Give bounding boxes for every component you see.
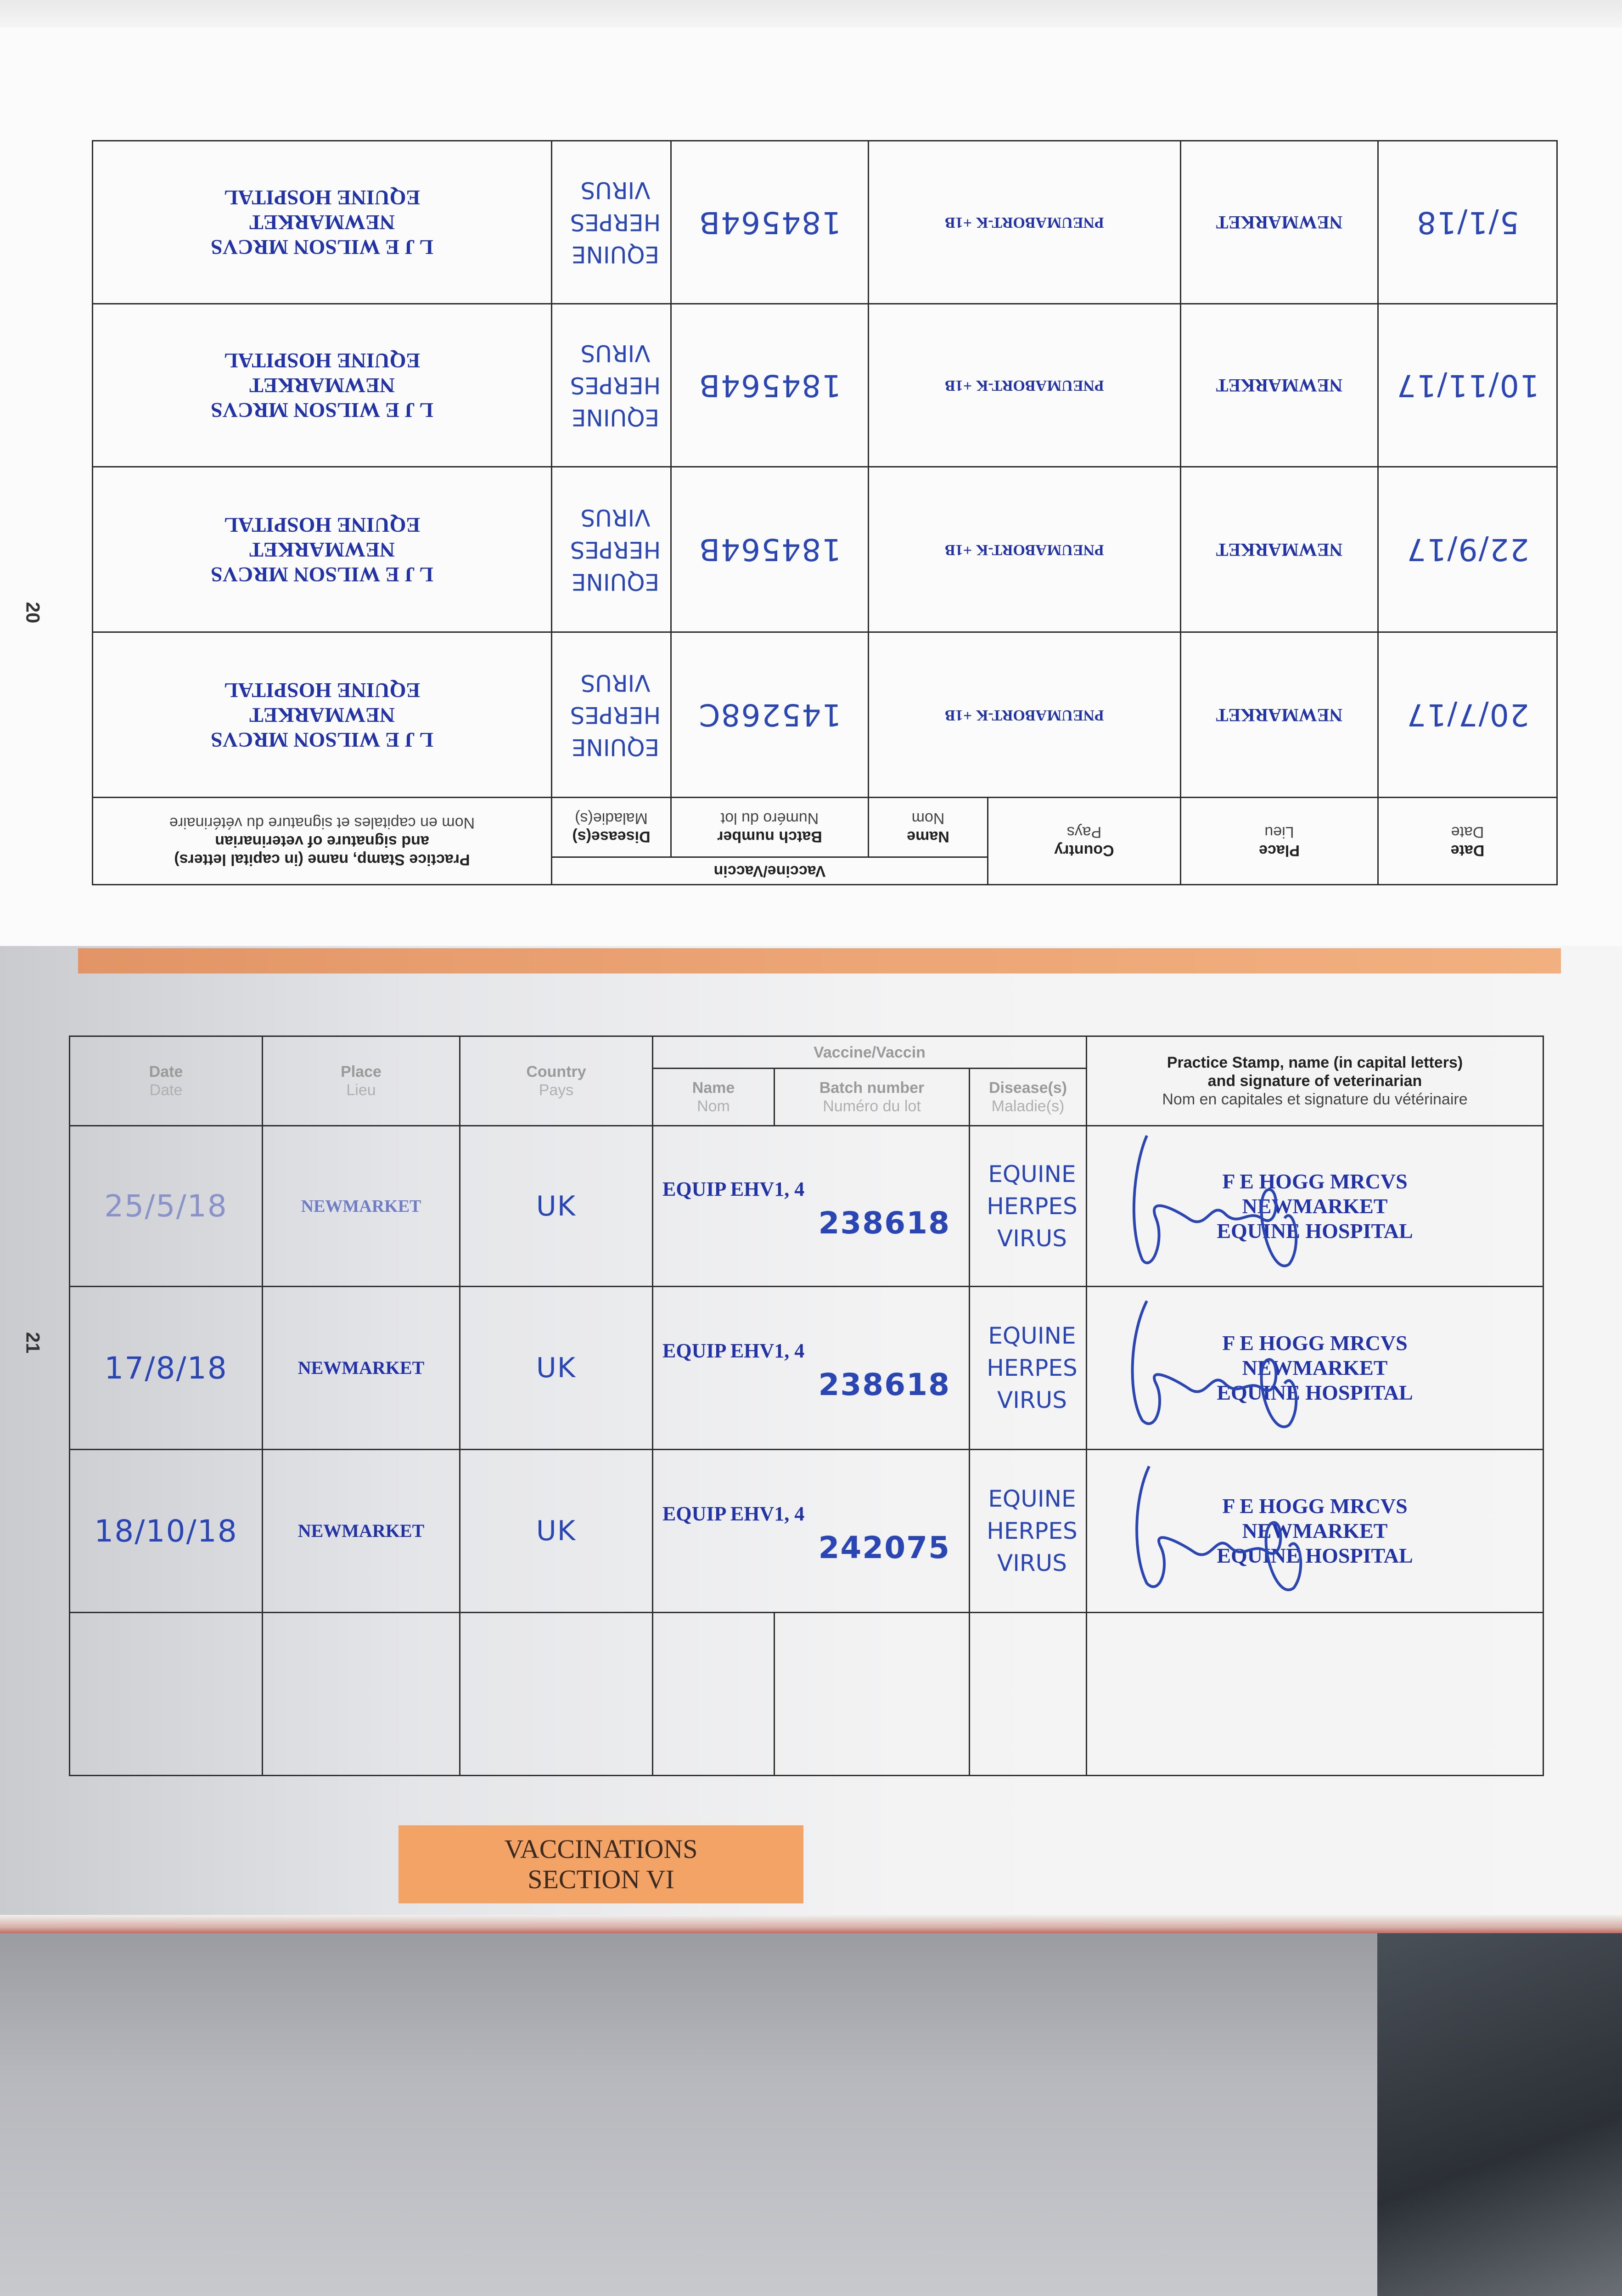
date: 5/1/18 [1416,204,1519,240]
disease-line: HERPES [570,372,661,399]
vaccine-name: PNEUMABORT-K +1B [945,377,1104,394]
veterinarian-signature [1115,1455,1344,1606]
stamp-line: EQUINE HOSPITAL [1217,1381,1413,1404]
table-row [93,141,1557,304]
stamp-line: L J E WILSON MRCVS [211,399,433,422]
veterinarian-signature [1110,1292,1340,1443]
disease-line: VIRUS [580,669,651,696]
stamp-line: L J E WILSON MRCVS [211,563,433,586]
vaccine-name: PNEUMABORT-K +1B [945,541,1104,558]
vaccine-name: PNEUMABORT-K +1B [945,214,1104,231]
table-subheader-row: Name Nom Batch number Numéro du lot Disease(s) Maladie(s) [70,1069,1543,1126]
stamp-line: NEWMARKET [1242,1194,1388,1218]
stamp-line: L J E WILSON MRCVS [211,236,433,259]
table-row [93,467,1557,632]
place: NEWMARKET [263,1450,460,1613]
place: NEWMARKET [1216,539,1343,560]
place: NEWMARKET [1216,704,1343,726]
date: 20/7/17 [1406,697,1529,732]
batch-number: 238618 [818,1367,950,1402]
disease-line: VIRUS [997,1550,1067,1576]
batch-number: 184564B [698,532,842,567]
stamp-line: EQUINE HOSPITAL [224,678,421,702]
stamp-line: F E HOGG MRCVS [1222,1331,1408,1355]
place: NEWMARKET [1216,375,1343,396]
disease-line: EQUINE [571,733,660,760]
batch-number: 184564B [698,204,842,240]
stamp-line: NEWMARKET [249,538,395,562]
disease-line: VIRUS [997,1225,1067,1252]
batch-number: 238618 [818,1205,950,1241]
table-row [70,1450,1543,1613]
disease-line: EQUINE [571,404,660,431]
stamp-line: EQUINE HOSPITAL [1217,1219,1413,1243]
country: UK [460,1126,653,1287]
section-label [398,1825,803,1903]
disease-line: EQUINE [571,568,660,595]
stamp-line: NEWMARKET [249,211,395,234]
stamp-line: EQUINE HOSPITAL [224,349,421,372]
stamp-line: NEWMARKET [249,374,395,397]
vaccine-name: EQUIP EHV1, 4 [662,1503,805,1525]
page-number-bottom: 21 [22,1332,44,1354]
stamp-line: F E HOGG MRCVS [1222,1169,1408,1193]
stamp-line: NEWMARKET [249,703,395,727]
country: UK [460,1287,653,1450]
disease-line: EQUINE [988,1486,1076,1512]
date: 18/10/18 [70,1450,263,1613]
vaccine-name: PNEUMABORT-K +1B [945,706,1104,724]
vaccination-table [69,1035,1544,1776]
table-row-empty [70,1613,1543,1776]
disease-line: EQUINE [988,1322,1076,1349]
place: NEWMARKET [1216,212,1343,233]
book-edge [0,1915,1622,1936]
date: 25/5/18 [70,1126,263,1287]
veterinarian-signature [1115,1126,1344,1283]
disease-line: VIRUS [580,504,651,531]
stamp-line: EQUINE HOSPITAL [1217,1544,1413,1567]
table-row [70,1126,1543,1287]
table-row [93,304,1557,467]
batch-number: 145268C [698,697,842,732]
disease-line: HERPES [987,1355,1078,1381]
disease-line: EQUINE [988,1160,1076,1187]
disease-line: VIRUS [580,177,651,203]
disease-line: VIRUS [997,1387,1067,1413]
stamp-line: L J E WILSON MRCVS [211,728,433,752]
date: 22/9/17 [1406,532,1529,567]
table-header-row: Date Date Place Lieu Country Pays Vaccine/Vaccin Practice Stamp, name (in capital letters) and signature of veterinarian Nom en capitales et signature du vétérinaire [70,1036,1543,1069]
stamp-line: NEWMARKET [1242,1356,1388,1379]
cover-shadow [1377,1933,1622,2296]
place: NEWMARKET [263,1287,460,1450]
vaccine-name: EQUIP EHV1, 4 [662,1339,805,1362]
disease-line: HERPES [987,1193,1078,1220]
disease-line: HERPES [570,209,661,236]
batch-number: 184564B [698,367,842,403]
tab-divider-strip [78,948,1561,974]
stamp-line: EQUINE HOSPITAL [224,186,421,209]
vaccination-table-upside-down [92,140,1558,885]
disease-line: HERPES [570,701,661,728]
table-row [70,1287,1543,1450]
disease-line: VIRUS [580,340,651,366]
disease-line: HERPES [570,536,661,563]
vaccine-name: EQUIP EHV1, 4 [662,1177,805,1200]
date: 10/11/17 [1396,367,1539,403]
place: NEWMARKET [263,1126,460,1287]
country: UK [460,1450,653,1613]
table-subheader-row: Practice Stamp, name (in capital letters) and signature of veterinarian Nom en capitales et signature du vétérinaire Disease(s) Maladie(s) Batch number Numéro du lot Name Nom Country Pays Place Lieu Date Date [93,798,1557,857]
batch-number: 242075 [818,1530,950,1565]
stamp-line: F E HOGG MRCVS [1222,1494,1408,1518]
stamp-line: EQUINE HOSPITAL [224,513,421,537]
page-number-top: 20 [22,602,44,624]
disease-line: HERPES [987,1518,1078,1544]
section-label-line: SECTION VI [528,1864,674,1894]
disease-line: EQUINE [571,241,660,268]
date: 17/8/18 [70,1287,263,1450]
table-row [93,632,1557,798]
table-header-row: Vaccine/Vaccin [93,857,1557,885]
section-label-line: VACCINATIONS [504,1834,698,1864]
stamp-line: NEWMARKET [1242,1519,1388,1542]
